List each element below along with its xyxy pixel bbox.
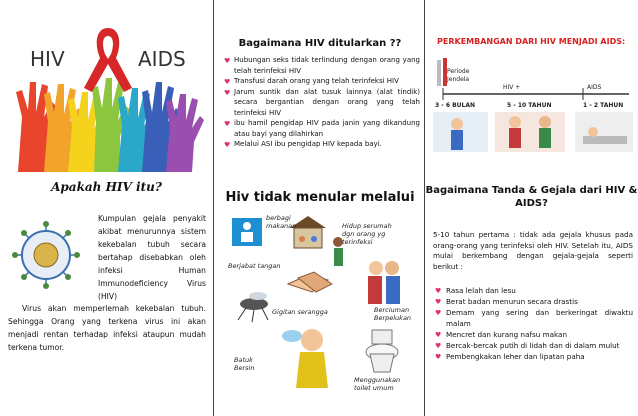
list-item: ♥ Rasa lelah dan lesu <box>435 286 516 295</box>
list-item: ♥ Berat badan menurun secara drastis <box>435 297 578 306</box>
heart-bullet-icon: ♥ <box>224 120 231 128</box>
list-item: ♥ Demam yang sering dan berkeringat diwaktu malam <box>435 308 633 328</box>
raised-hands <box>16 78 204 172</box>
heart-bullet-icon: ♥ <box>435 298 442 306</box>
window-period-label: Periode Jendela <box>447 68 470 83</box>
logo-aids-text: AIDS <box>138 47 186 71</box>
heart-bullet-icon: ♥ <box>224 141 231 149</box>
list-item: ♥ Melalui ASI ibu pengidap HIV kepada bayi. <box>224 140 382 149</box>
heart-bullet-icon: ♥ <box>224 78 231 86</box>
list-item: ♥ Mencret dan kurang nafsu makan <box>435 330 567 339</box>
heart-bullet-icon: ♥ <box>435 342 442 350</box>
handshake-icon <box>288 272 332 292</box>
test-tube-icon <box>437 58 447 86</box>
hugging-couple-icon <box>368 261 400 304</box>
list-item: ♥ Jarum suntik dan alat tusuk lainnya (alat tindik) secara bergantian dengan orang yang telah terinfeksi HIV <box>224 87 420 117</box>
heart-bullet-icon: ♥ <box>435 309 442 317</box>
heart-bullet-icon: ♥ <box>224 57 231 65</box>
stage-label: 5 - 10 TAHUN <box>507 102 552 109</box>
panel-progression-symptoms <box>425 0 638 416</box>
heart-bullet-icon: ♥ <box>435 353 442 361</box>
list-item: ♥ ibu hamil pengidap HIV pada janin yang dikandung atau bayi yang dilahirkan <box>224 119 420 138</box>
stage-active-illustration <box>495 112 565 152</box>
what-is-hiv-title: Apakah HIV itu? <box>51 180 162 194</box>
hiv-definition-text: Kumpulan gejala penyakit akibat menurunnya sistem kekebalan tubuh secara bertahap disebabkan oleh infeksi Human Immunodeficiency Virus (HIV) <box>98 214 206 301</box>
aids-label: AIDS <box>587 84 602 91</box>
caption-public-toilet: Menggunakan toilet umum <box>354 376 401 392</box>
stage-label: 1 - 2 TAHUN <box>583 102 624 109</box>
hands-ribbon-illustration <box>8 22 208 172</box>
not-transmitted-illustration <box>228 212 414 402</box>
list-item: ♥ Transfusi darah orang yang telah terinfeksi HIV <box>224 77 399 86</box>
hiv-virus-diagram-icon <box>4 218 88 292</box>
symptoms-intro: 5-10 tahun pertama : tidak ada gejala khusus pada orang-orang yang terinfeksi oleh HIV. Setelah itu, AIDS mulai berkembang dengan gejala-gejala seperti berikut : <box>433 230 633 271</box>
symptoms-heading: Bagaimana Tanda & Gejala dari HIV & AIDS? <box>425 185 638 209</box>
progression-title: PERKEMBANGAN DARI HIV MENJADI AIDS: <box>437 37 626 46</box>
hiv-effect-paragraph: Virus akan memperlemah kekebalan tubuh. Sehingga Orang yang terkena virus ini akan menjadi rentan terhadap infeksi ataupun mudah terkena tumor. <box>8 304 206 352</box>
transmission-title: Bagaimana HIV ditularkan ?? <box>238 38 402 49</box>
heart-bullet-icon: ♥ <box>435 287 442 295</box>
heart-bullet-icon: ♥ <box>435 331 442 339</box>
hiv-progression-timeline <box>433 50 633 168</box>
heart-bullet-icon: ♥ <box>224 88 231 97</box>
panel-what-is-hiv <box>0 0 213 416</box>
list-item: ♥ Pembengkakan leher dan lipatan paha <box>435 352 585 361</box>
transmission-list <box>224 55 420 150</box>
caption-mosquito: Gigitan serangga <box>272 308 328 316</box>
not-transmitted-heading: Hiv tidak menular melalui <box>225 190 415 205</box>
caption-handshake: Berjabat tangan <box>228 262 281 270</box>
caption-kissing-hugging: Berciuman Berpelukan <box>374 306 412 322</box>
symptoms-list <box>435 285 633 362</box>
coughing-child-icon <box>282 329 328 388</box>
stage-label: 3 - 6 BULAN <box>435 102 476 109</box>
panel-transmission <box>213 0 425 416</box>
list-item: ♥ Hubungan seks tidak terlindung dengan orang yang telah terinfeksi HIV <box>224 56 420 75</box>
list-item: ♥ Bercak-bercak putih di lidah dan di dalam mulut <box>435 341 620 350</box>
stage-sick-illustration <box>575 112 633 152</box>
hiv-positive-label: HIV + <box>503 84 521 91</box>
caption-sharing-food: berbagi makanan <box>266 214 297 230</box>
mosquito-icon <box>238 292 268 322</box>
caption-living-together: Hidup serumah dgn orang yg terinfeksi <box>342 222 392 246</box>
logo-hiv-text: HIV <box>30 47 65 71</box>
toilet-icon <box>366 330 398 372</box>
caption-cough-sneeze: Batuk Bersin <box>234 356 255 372</box>
